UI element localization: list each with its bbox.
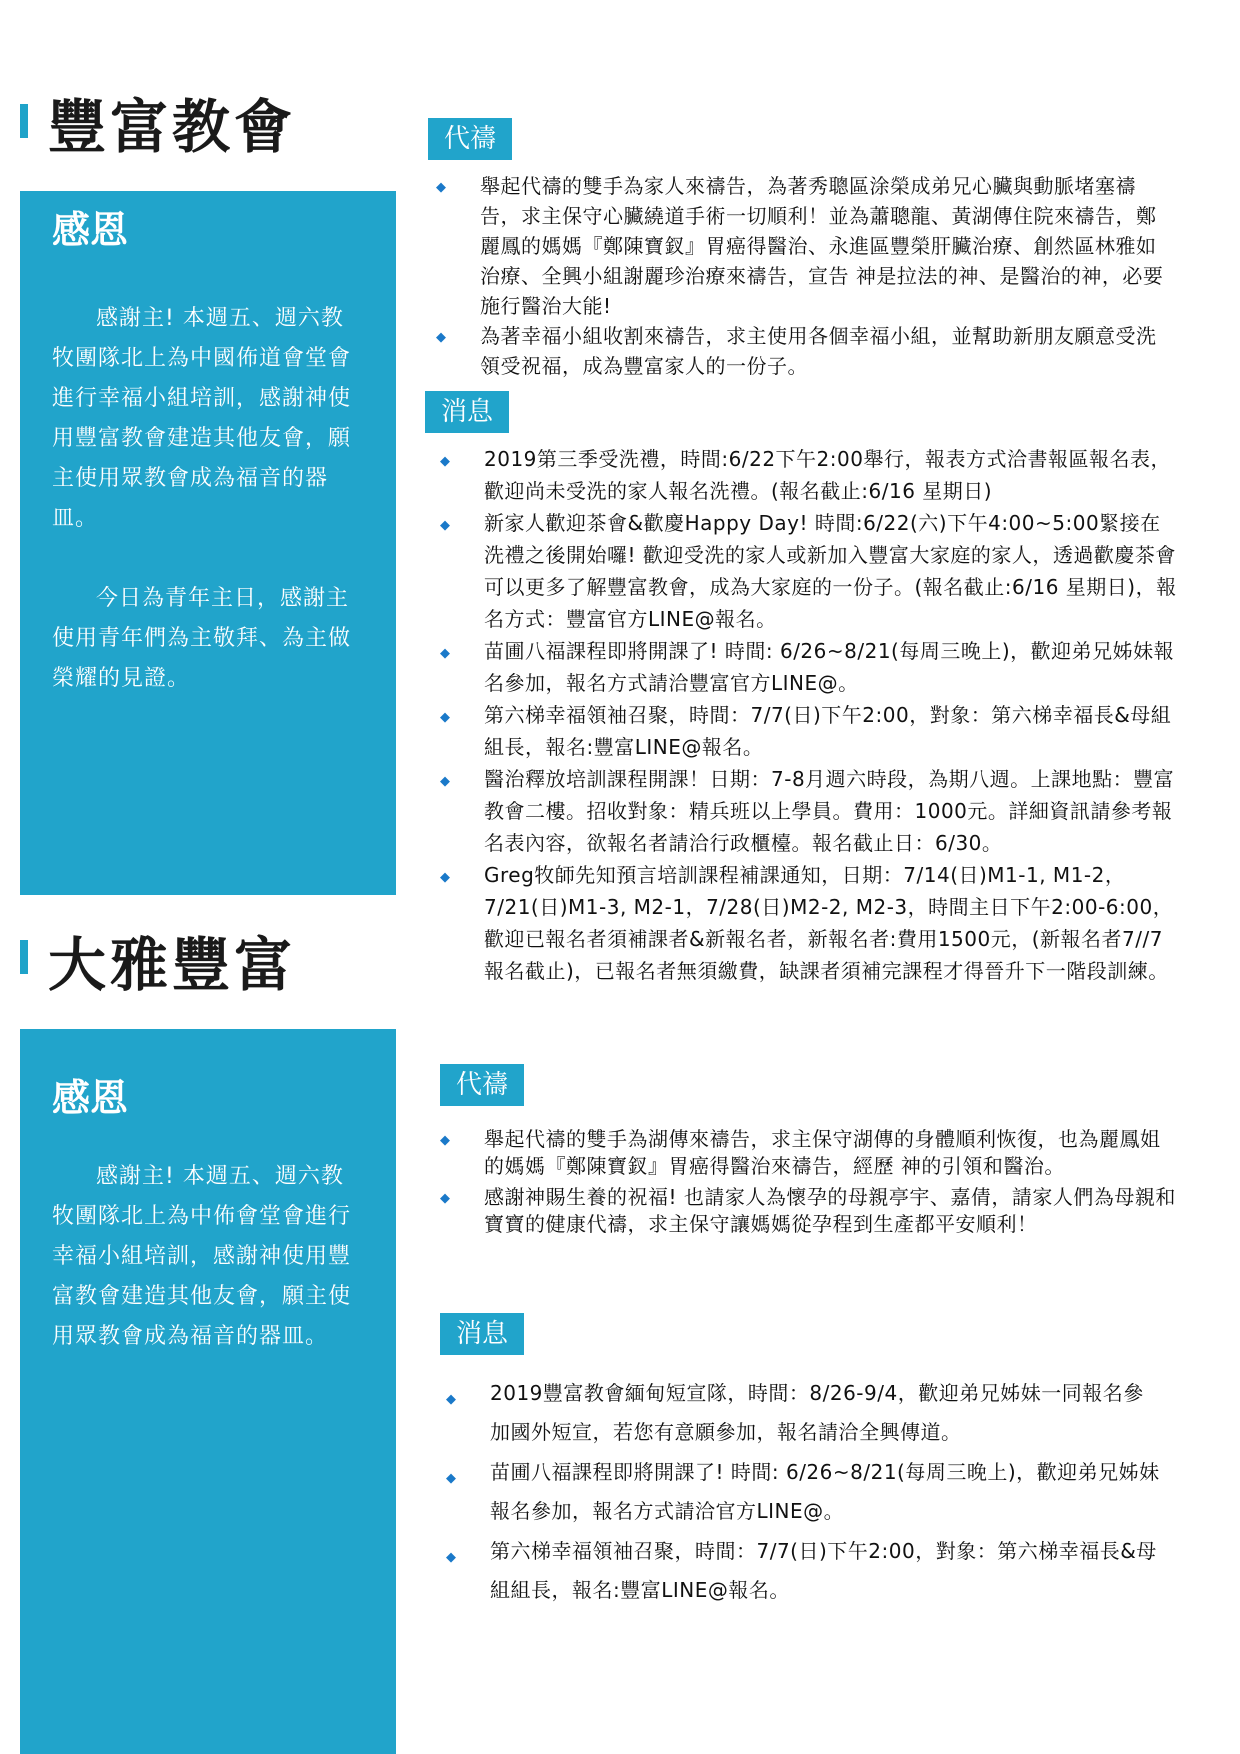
news-list-1 bbox=[440, 443, 1178, 987]
section-title-fengfu-church: 豐富教會 bbox=[48, 93, 297, 161]
list-item: ◆ 第六梯幸福領袖召聚，時間：7/7(日)下午2:00，對象：第六梯幸福長&母組組長，報名:豐富LINE@報名。 bbox=[446, 1532, 1164, 1610]
list-item: ◆ 舉起代禱的雙手為家人來禱告，為著秀聰區涂榮成弟兄心臟與動脈堵塞禱告，求主保守心臟繞道手術一切順利！並為蕭聰龍、黃湖傳住院來禱告，鄭麗鳳的媽媽『鄭陳寶釵』胃癌得醫治、永進區豐榮肝臟治療、創然區林雅如治療、全興小組謝麗珍治療來禱告，宣告 神是拉法的神、是醫治的神，必要施行醫治大能! bbox=[436, 171, 1174, 321]
section-title-daya-fengfu: 大雅豐富 bbox=[48, 931, 297, 999]
list-item: ◆ 苗圃八福課程即將開課了! 時間: 6/26~8/21(每周三晚上)，歡迎弟兄姊妹報名參加，報名方式請洽豐富官方LINE@。 bbox=[440, 635, 1178, 699]
list-item: ◆ 為著幸福小組收割來禱告，求主使用各個幸福小組，並幫助新朋友願意受洗領受祝福，成為豐富家人的一份子。 bbox=[436, 321, 1174, 381]
section-title-accent-bar bbox=[20, 104, 28, 138]
prayer-tag: 代禱 bbox=[428, 118, 512, 160]
news-tag: 消息 bbox=[425, 391, 509, 433]
section-title-accent-bar bbox=[20, 940, 28, 974]
panel-heading-thanks: 感恩 bbox=[52, 1076, 129, 1120]
list-item: ◆ 感謝神賜生養的祝福! 也請家人為懷孕的母親亭宇、嘉倩，請家人們為母親和寶寶的健康代禱，求主保守讓媽媽從孕程到生產都平安順利！ bbox=[440, 1184, 1178, 1238]
list-item: ◆ Greg牧師先知預言培訓課程補課通知，日期：7/14(日)M1-1, M1-2，7/21(日)M1-3, M2-1，7/28(日)M2-2, M2-3，時間主日下午2:00-6:00，歡迎已報名者須補課者&新報名者，新報名者:費用1500元，(新報名者7//7報名截止)，已報名者無須繳費，缺課者須補完課程才得晉升下一階段訓練。 bbox=[440, 859, 1178, 987]
thanksgiving-panel-2 bbox=[20, 1029, 396, 1754]
list-item: ◆ 苗圃八福課程即將開課了! 時間: 6/26~8/21(每周三晚上)，歡迎弟兄姊妹報名參加，報名方式請洽官方LINE@。 bbox=[446, 1453, 1164, 1531]
panel-heading-thanks: 感恩 bbox=[52, 208, 129, 252]
list-item: ◆ 2019第三季受洗禮，時間:6/22下午2:00舉行，報表方式洽書報區報名表，歡迎尚未受洗的家人報名洗禮。(報名截止:6/16 星期日) bbox=[440, 443, 1178, 507]
news-tag: 消息 bbox=[440, 1313, 524, 1355]
prayer-tag: 代禱 bbox=[440, 1064, 524, 1106]
thanks-paragraph: 感謝主! 本週五、週六教牧團隊北上為中國佈道會堂會進行幸福小組培訓，感謝神使用豐富教會建造其他友會，願主使用眾教會成為福音的器皿。 bbox=[52, 306, 352, 531]
list-item: ◆ 醫治釋放培訓課程開課！日期：7-8月週六時段，為期八週。上課地點：豐富教會二樓。招收對象：精兵班以上學員。費用：1000元。詳細資訊請參考報名表內容，欲報名者請洽行政櫃檯。報名截止日：6/30。 bbox=[440, 763, 1178, 859]
thanks-paragraph: 今日為青年主日，感謝主使用青年們為主敬拜、為主做榮耀的見證。 bbox=[52, 586, 352, 691]
prayer-list-2 bbox=[440, 1126, 1178, 1242]
news-list-2 bbox=[446, 1374, 1164, 1611]
list-item: ◆ 2019豐富教會緬甸短宣隊，時間：8/26-9/4，歡迎弟兄姊妹一同報名參加國外短宣，若您有意願參加，報名請洽全興傳道。 bbox=[446, 1374, 1164, 1452]
thanks-paragraph: 感謝主! 本週五、週六教牧團隊北上為中佈會堂會進行幸福小組培訓，感謝神使用豐富教會建造其他友會，願主使用眾教會成為福音的器皿。 bbox=[52, 1164, 352, 1349]
list-item: ◆ 新家人歡迎茶會&歡慶Happy Day! 時間:6/22(六)下午4:00~5:00緊接在洗禮之後開始囉! 歡迎受洗的家人或新加入豐富大家庭的家人，透過歡慶茶會可以更多了解豐富教會，成為大家庭的一份子。(報名截止:6/16 星期日)，報名方式：豐富官方LINE@報名。 bbox=[440, 507, 1178, 635]
prayer-list-1 bbox=[436, 171, 1174, 381]
list-item: ◆ 舉起代禱的雙手為湖傳來禱告，求主保守湖傳的身體順利恢復，也為麗鳳姐的媽媽『鄭陳寶釵』胃癌得醫治來禱告，經歷 神的引領和醫治。 bbox=[440, 1126, 1178, 1180]
thanksgiving-panel-1 bbox=[20, 191, 396, 895]
list-item: ◆ 第六梯幸福領袖召聚，時間：7/7(日)下午2:00，對象：第六梯幸福長&母組組長，報名:豐富LINE@報名。 bbox=[440, 699, 1178, 763]
